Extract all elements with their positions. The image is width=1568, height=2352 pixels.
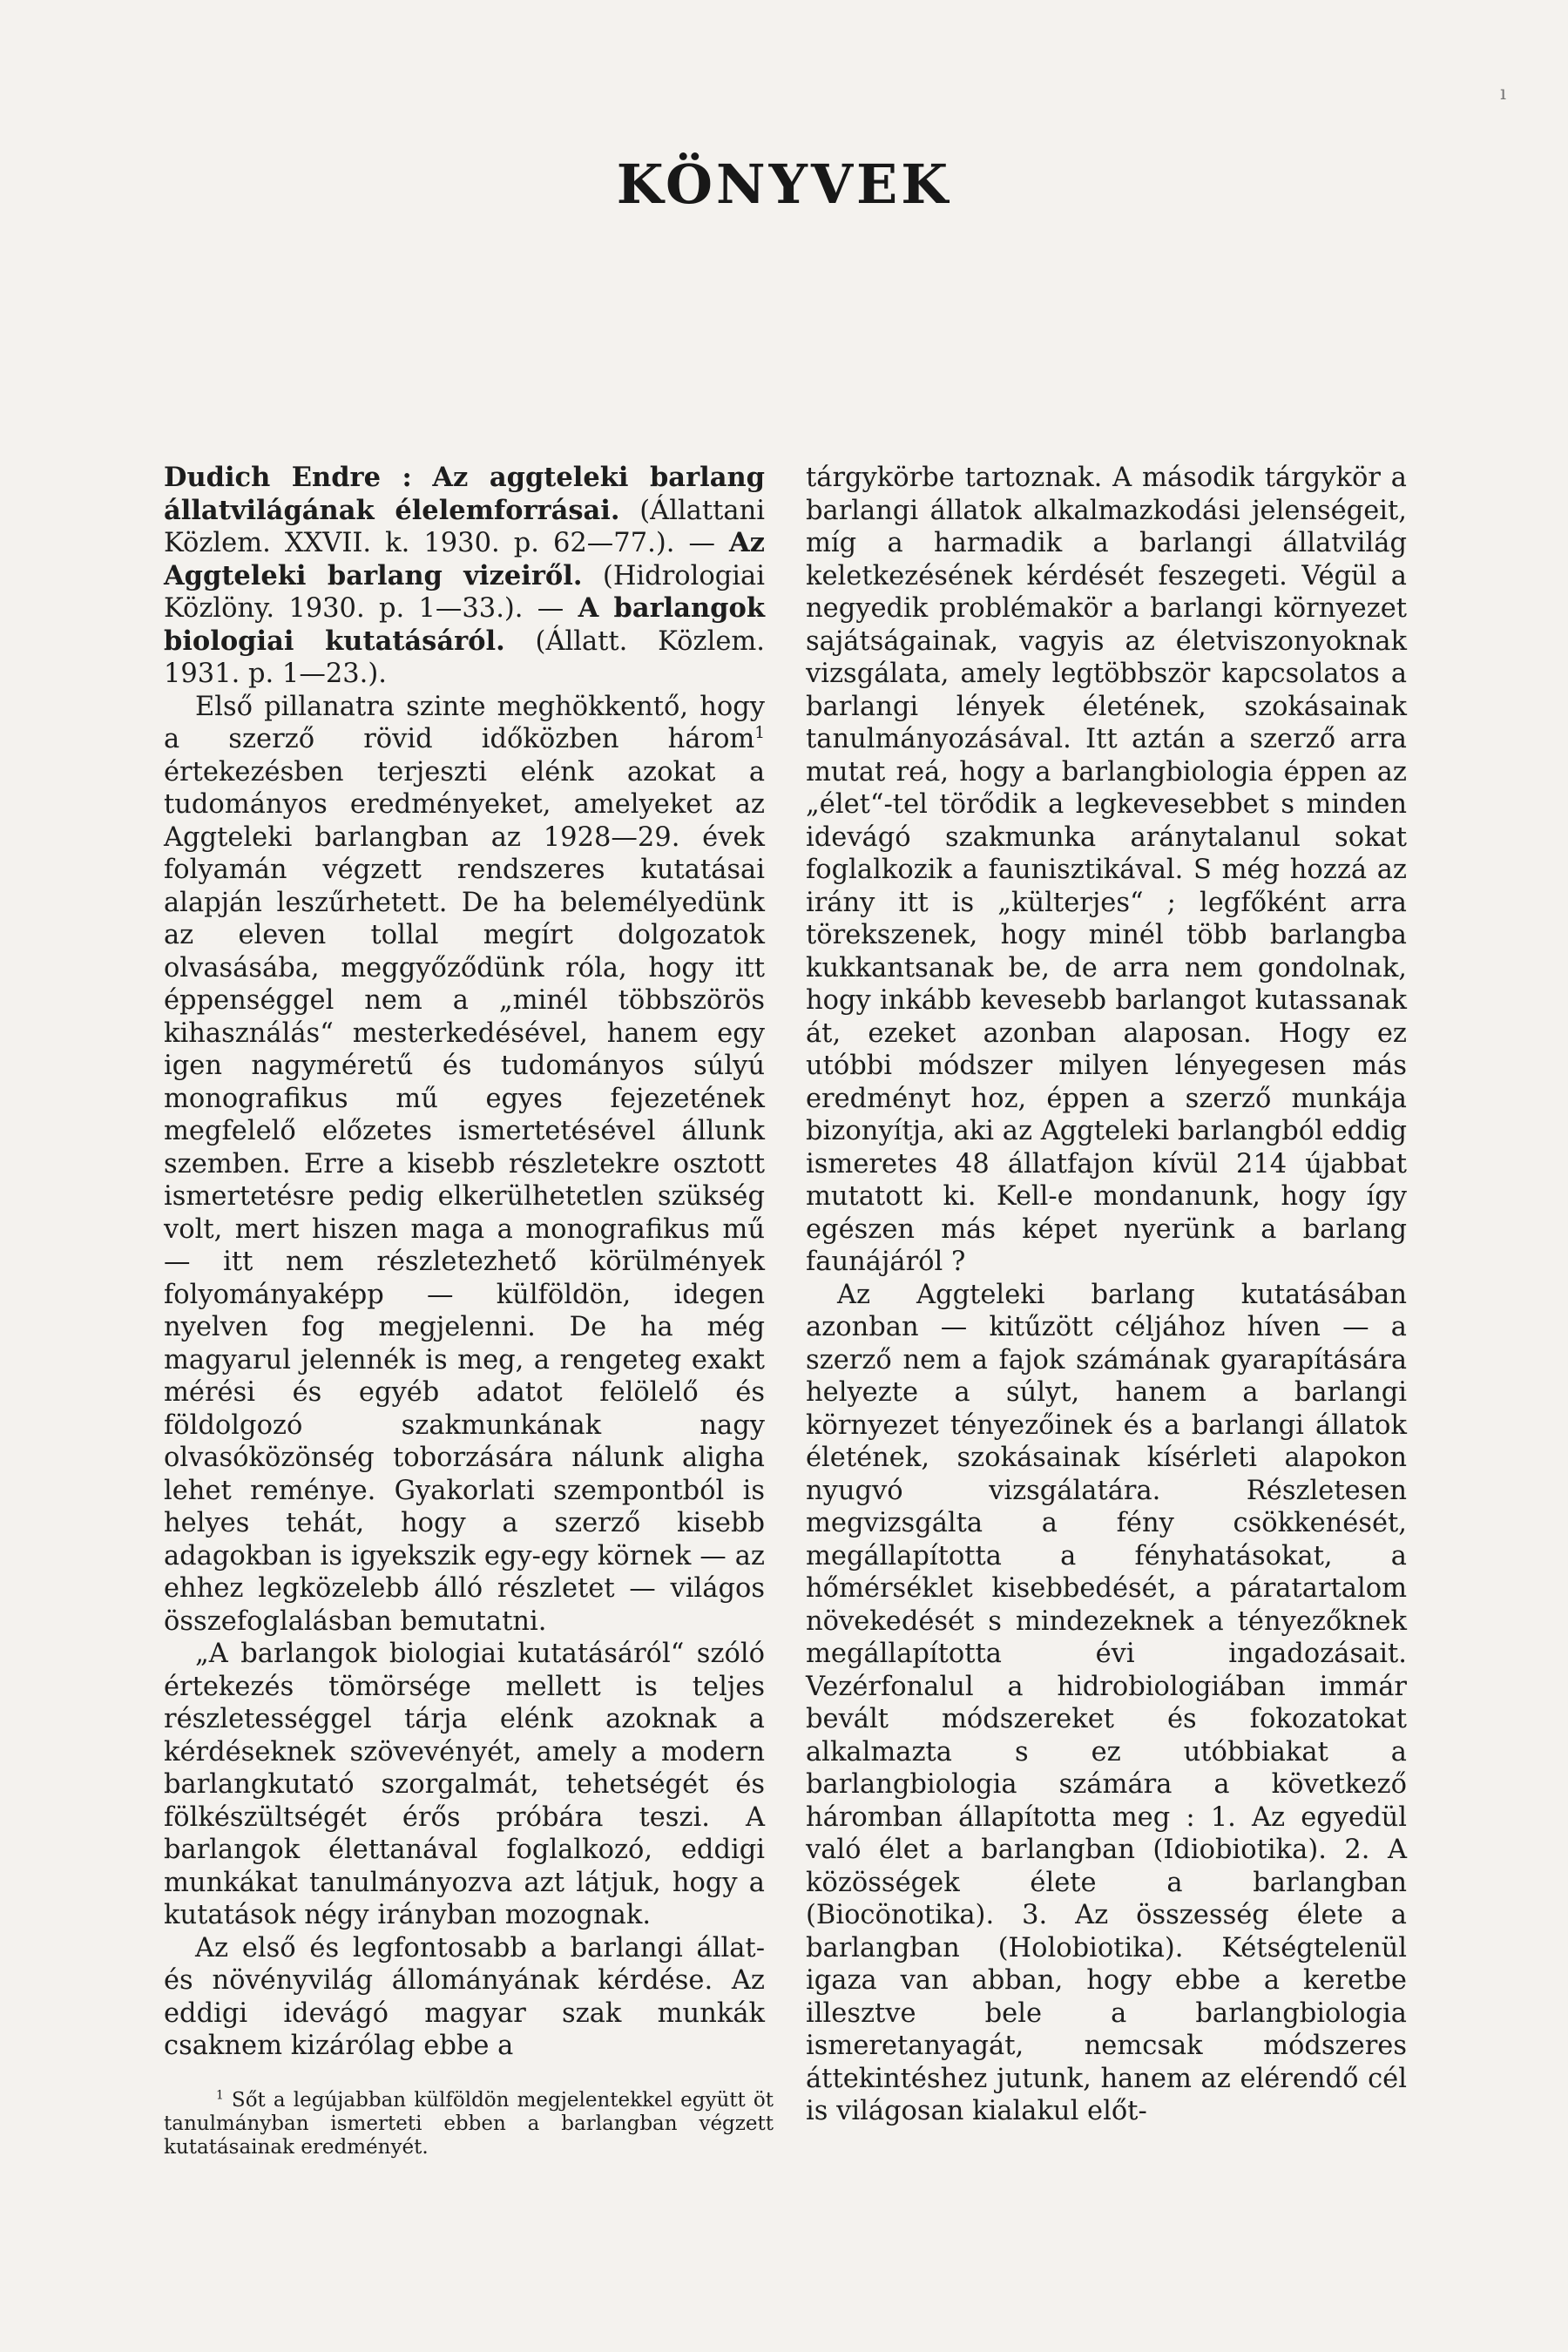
bib-title-1: Az aggteleki barlang állatvilágának élelemforrásai. <box>164 462 765 526</box>
paragraph-1-start: Első pillanatra szinte meghökkentő, hogy a szerző rövid időközben három <box>164 691 765 754</box>
page-title: KÖNYVEK <box>616 152 952 216</box>
left-column <box>164 462 774 2159</box>
paragraph-5: Az Aggteleki barlang kutatásában azonban — kitűzött céljához híven — a szerző nem a fajok számának gyarapítására helyezte a súlyt, hanem a barlangi környezet tényezőinek és a barlangi állatok életének, szokásainak kísérleti alapokon nyugvó vizsgálatára. Részletesen megvizsgálta a fény csökkenését, megállapította a fényhatásokat, a hőmérséklet kisebbedését, a páratartalom növekedését s mindezeknek a tényezőknek megállapította évi ingadozásait. Vezérfonalul a hidrobiologiában immár bevált módszereket és fokozatokat alkalmazta s ez utóbbiakat a barlangbiologia számára a következő háromban állapította meg : 1. Az egyedül való élet a barlangban (Idiobiotika). 2. A közösségek élete a barlangban (Biocönotika). 3. Az összesség élete a barlangban (Holobiotika). Kétségtelenül igaza van abban, hogy ebbe a keretbe illesztve bele a barlangbiologia ismeretanyagát, nemcsak módszeres áttekintéshez jutunk, hanem az elérendő cél is világosan kialakul előt- <box>806 1279 1407 2126</box>
right-column <box>806 462 1407 2128</box>
bib-ref-1: (Állattani Közlem. XXVII. k. 1930. p. 62—77.). <box>164 495 765 558</box>
footnote-number: 1 <box>216 2087 224 2102</box>
footnote-text: Sőt a legújabban külföldön megjelentekkel együtt öt tanulmányban ismerteti ebben a barlangban végzett kutatásainak eredményét. <box>164 2088 774 2159</box>
bib-author: Dudich Endre : <box>164 462 412 493</box>
bibliography-entry: Dudich Endre : Az aggteleki barlang állatvilágának élelemforrásai. (Állattani Közlem. XXVII. k. 1930. p. 62—77.). — Az Aggteleki barlang vizeiről. (Hidrologiai Közlöny. 1930. p. 1—33.). — A barlangok biologiai kutatásáról. (Állatt. Közlem. 1931. p. 1—23.). <box>164 462 765 689</box>
bib-ref-3: (Állatt. Közlem. 1931. p. 1—23.). <box>164 625 765 689</box>
bib-title-3: A barlangok biologiai kutatásáról. <box>164 592 765 657</box>
bib-title-2: Az Aggteleki barlang vizeiről. <box>164 527 765 591</box>
paragraph-2: „A barlangok biologiai kutatásáról“ szóló értekezés tömörsége mellett is teljes részletességgel tárja elénk azoknak a kérdéseknek szövevényét, amely a modern barlangkutató szorgalmát, tehetségét és fölkészültségét érős próbára teszi. A barlangok élettanával foglalkozó, eddigi munkákat tanulmányozva azt látjuk, hogy a kutatások négy irányban mozognak. <box>164 1639 765 1930</box>
scan-mark: ı <box>1500 83 1507 105</box>
bib-ref-2: (Hidrologiai Közlöny. 1930. p. 1—33.). <box>164 560 765 624</box>
footnote-reference: 1 <box>754 723 765 742</box>
footnote <box>164 2089 774 2159</box>
paragraph-1 <box>164 691 765 1639</box>
paragraph-4: tárgykörbe tartoznak. A második tárgykör a barlangi állatok alkalmazkodási jelenségeit, míg a harmadik a barlangi állatvilág keletkezésének kérdését feszegeti. Végül a negyedik problémakör a barlangi környezet sajátságainak, vagyis az életviszonyoknak vizsgálata, amely legtöbbször kapcsolatos a barlangi lények életének, szokásainak tanulmányozásával. Itt aztán a szerző arra mutat reá, hogy a barlangbiologia éppen az „élet“-tel törődik a legkevesebbet s minden idevágó szakmunka aránytalanul sokat foglalkozik a faunisztikával. S még hozzá az irány itt is „külterjes“ ; legfőként arra törekszenek, hogy minél több barlangba kukkantsanak be, de arra nem gondolnak, hogy inkább kevesebb barlangot kutassanak át, ezeket azonban alaposan. Hogy ez utóbbi módszer milyen lényegesen más eredményt hoz, éppen a szerző munkája bizonyítja, aki az Aggteleki barlangból eddig ismeretes 48 állatfajon kívül 214 újabbat mutatott ki. Kell-e mondanunk, hogy így egészen más képet nyerünk a barlang faunájáról ? <box>806 463 1407 1277</box>
paragraph-1-rest: értekezésben terjeszti elénk azokat a tudományos eredményeket, amelyeket az Aggteleki barlangban az 1928—29. évek folyamán végzett rendszeres kutatásai alapján leszűrhetett. De ha belemélyedünk az eleven tollal megírt dolgozatok olvasásába, meggyőződünk róla, hogy itt éppenséggel nem a „minél többszörös kihasználás“ mesterkedésével, hanem egy igen nagyméretű és tudományos súlyú monografikus mű egyes fejezetének megfelelő előzetes ismertetésével állunk szemben. Erre a kisebb részletekre osztott ismertetésre pedig elkerülhetetlen szükség volt, mert hiszen maga a monografikus mű — itt nem részletezhető körülmények folyományaképp — külföldön, idegen nyelven fog megjelenni. De ha még magyarul jelennék is meg, a rengeteg exakt mérési és egyéb adatot felölelő és földolgozó szakmunkának nagy olvasóközönség toborzására nálunk aligha lehet reménye. Gyakorlati szempontból is helyes tehát, hogy a szerző kisebb adagokban is igyekszik egy-egy körnek — az ehhez legközelebb álló részletet — világos összefoglalásban bemutatni. <box>164 756 765 1637</box>
footnote-separator <box>164 2063 765 2089</box>
paragraph-3: Az első és legfontosabb a barlangi állat- és növényvilág állományának kérdése. Az eddigi idevágó magyar szak munkák csaknem kizárólag ebbe a <box>164 1932 765 2061</box>
